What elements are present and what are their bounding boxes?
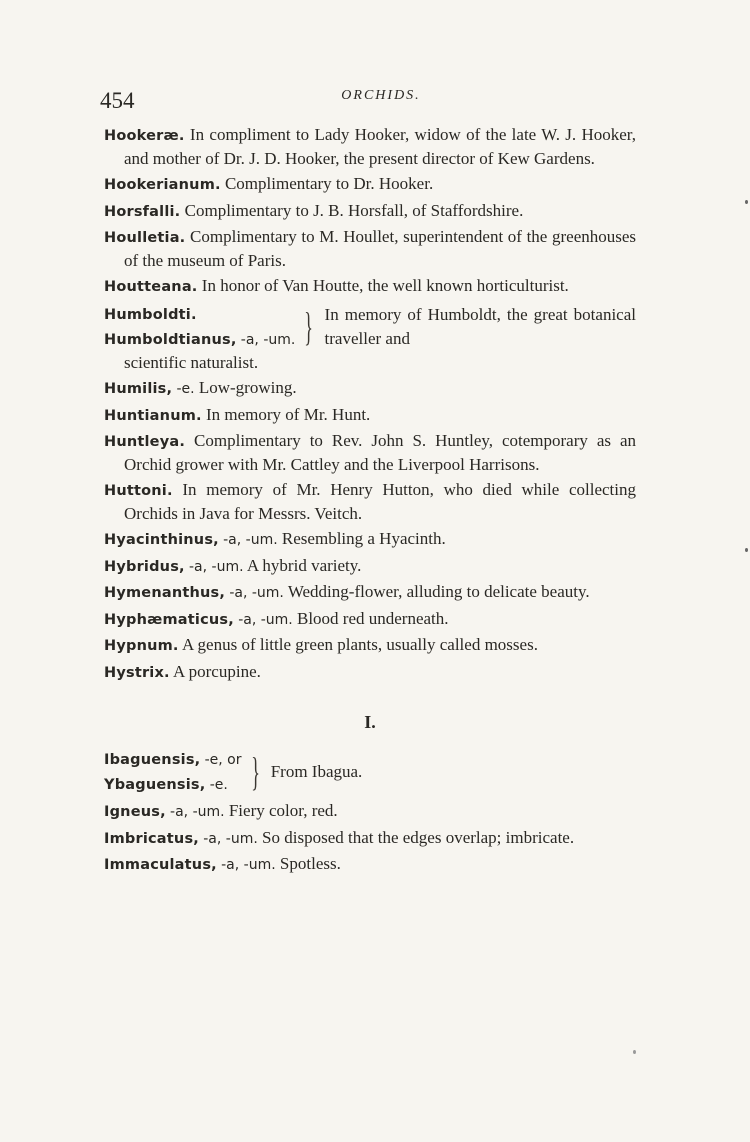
- glossary-entry: [104, 853, 636, 877]
- entry-definition: In memory of Humboldt, the great botanical traveller and: [324, 304, 636, 348]
- entry-term: Immaculatus,: [104, 857, 217, 873]
- entry-term: Igneus,: [104, 804, 166, 820]
- glossary-entry: [104, 661, 636, 685]
- glossary-entry: [104, 404, 636, 428]
- grouped-entry-humboldt: [104, 302, 636, 352]
- glossary-entries: [104, 124, 636, 880]
- entry-suffix: -a, -um.: [170, 804, 225, 820]
- entry-definition: Complimentary to Rev. John S. Huntley, cotemporary as an Orchid grower with Mr. Cattley and the Liverpool Harrisons.: [124, 431, 637, 474]
- page-number: 454: [100, 88, 135, 113]
- running-head-text: ORCHIDS.: [341, 88, 421, 103]
- entry-suffix: -a, -um.: [229, 585, 284, 601]
- grouped-terms: [104, 747, 242, 797]
- brace-glyph: }: [250, 749, 260, 794]
- entry-definition: In compliment to Lady Hooker, widow of the late W. J. Hooker, and mother of Dr. J. D. Hooker, the present director of Kew Gardens.: [124, 125, 636, 168]
- entry-definition: So disposed that the edges overlap; imbricate.: [262, 827, 575, 847]
- entry-suffix: -a, -um.: [238, 611, 293, 628]
- entry-term: Hymenanthus,: [104, 585, 226, 601]
- entry-definition: Spotless.: [279, 854, 341, 873]
- entry-definition: In honor of Van Houtte, the well known horticulturist.: [201, 276, 569, 295]
- entry-suffix: -e.: [176, 381, 195, 397]
- entry-definition: From Ibagua.: [270, 762, 363, 781]
- entry-term: Hypnum.: [104, 638, 179, 654]
- entry-term: Ybaguensis,: [104, 777, 206, 793]
- entry-suffix: -a, -um.: [221, 857, 276, 873]
- entry-definition: A hybrid variety.: [246, 555, 362, 575]
- entry-term: Hyacinthinus,: [104, 532, 219, 548]
- entry-term: Huntianum.: [104, 407, 202, 424]
- entry-term: Humboldtianus,: [104, 331, 237, 348]
- entry-definition: Blood red underneath.: [296, 608, 449, 628]
- entry-suffix: -a, -um.: [240, 331, 296, 348]
- entry-suffix: -a, -um.: [188, 558, 244, 575]
- glossary-entry: [104, 173, 636, 197]
- grouped-terms: [104, 302, 295, 352]
- entry-definition: Complimentary to M. Houllet, superintendent of the greenhouses of the museum of Paris.: [124, 227, 637, 270]
- glossary-entry: [104, 800, 636, 824]
- entry-definition: Wedding-flower, alluding to delicate beauty.: [287, 582, 590, 601]
- entry-definition: A genus of little green plants, usually called mosses.: [181, 635, 538, 654]
- entry-definition: A porcupine.: [173, 661, 261, 681]
- entry-suffix: -a, -um.: [223, 532, 278, 548]
- glossary-entry: [104, 581, 636, 605]
- running-head: [0, 88, 750, 104]
- entry-term: Humboldti.: [104, 306, 197, 323]
- entry-definition: In memory of Mr. Hunt.: [205, 404, 371, 424]
- paper-speck: [745, 548, 748, 552]
- glossary-entry: [104, 528, 636, 552]
- entry-suffix: -a, -um.: [203, 830, 258, 847]
- entry-term: Hookerianum.: [104, 177, 221, 193]
- entry-term: Houtteana.: [104, 279, 198, 295]
- brace-glyph: }: [304, 303, 314, 349]
- paper-speck: [633, 1050, 636, 1054]
- glossary-entry: [104, 275, 636, 299]
- entry-term: Hyphæmaticus,: [104, 611, 234, 628]
- entry-definition: Low-growing.: [198, 378, 297, 397]
- entry-definition: Resembling a Hyacinth.: [281, 529, 446, 548]
- section-heading: I.: [364, 712, 376, 732]
- entry-term: Huntleya.: [104, 434, 186, 450]
- entry-term: Hybridus,: [104, 558, 185, 575]
- entry-suffix: -e, or: [204, 752, 242, 768]
- glossary-entry: [104, 200, 636, 224]
- entry-term: Imbricatus,: [104, 830, 199, 847]
- entry-term: Humilis,: [104, 381, 173, 397]
- glossary-entry: [104, 555, 636, 579]
- entry-term: Houlletia.: [104, 230, 186, 246]
- entry-definition: Complimentary to J. B. Horsfall, of Staffordshire.: [184, 200, 524, 220]
- glossary-entry: [104, 430, 636, 476]
- entry-term: Huttoni.: [104, 483, 173, 499]
- entry-definition: Complimentary to Dr. Hooker.: [224, 174, 434, 193]
- glossary-entry: [104, 479, 636, 525]
- grouped-entry-ibaguensis: [104, 747, 636, 797]
- entry-definition: Fiery color, red.: [228, 801, 338, 820]
- entry-term: Hystrix.: [104, 664, 170, 681]
- entry-term: Hookeræ.: [104, 128, 185, 144]
- glossary-entry: [104, 377, 636, 401]
- entry-suffix: -e.: [209, 777, 228, 793]
- paper-speck: [745, 200, 748, 204]
- glossary-entry: [104, 634, 636, 658]
- entry-definition: In memory of Mr. Henry Hutton, who died while collecting Orchids in Java for Messrs. Veitch.: [124, 480, 636, 523]
- entry-term: Ibaguensis,: [104, 752, 201, 768]
- entry-continuation: scientific naturalist.: [124, 352, 259, 372]
- glossary-entry: [104, 124, 636, 170]
- glossary-entry: [104, 226, 636, 272]
- glossary-entry: [104, 608, 636, 632]
- glossary-entry: [104, 827, 636, 851]
- entry-term: Horsfalli.: [104, 203, 181, 220]
